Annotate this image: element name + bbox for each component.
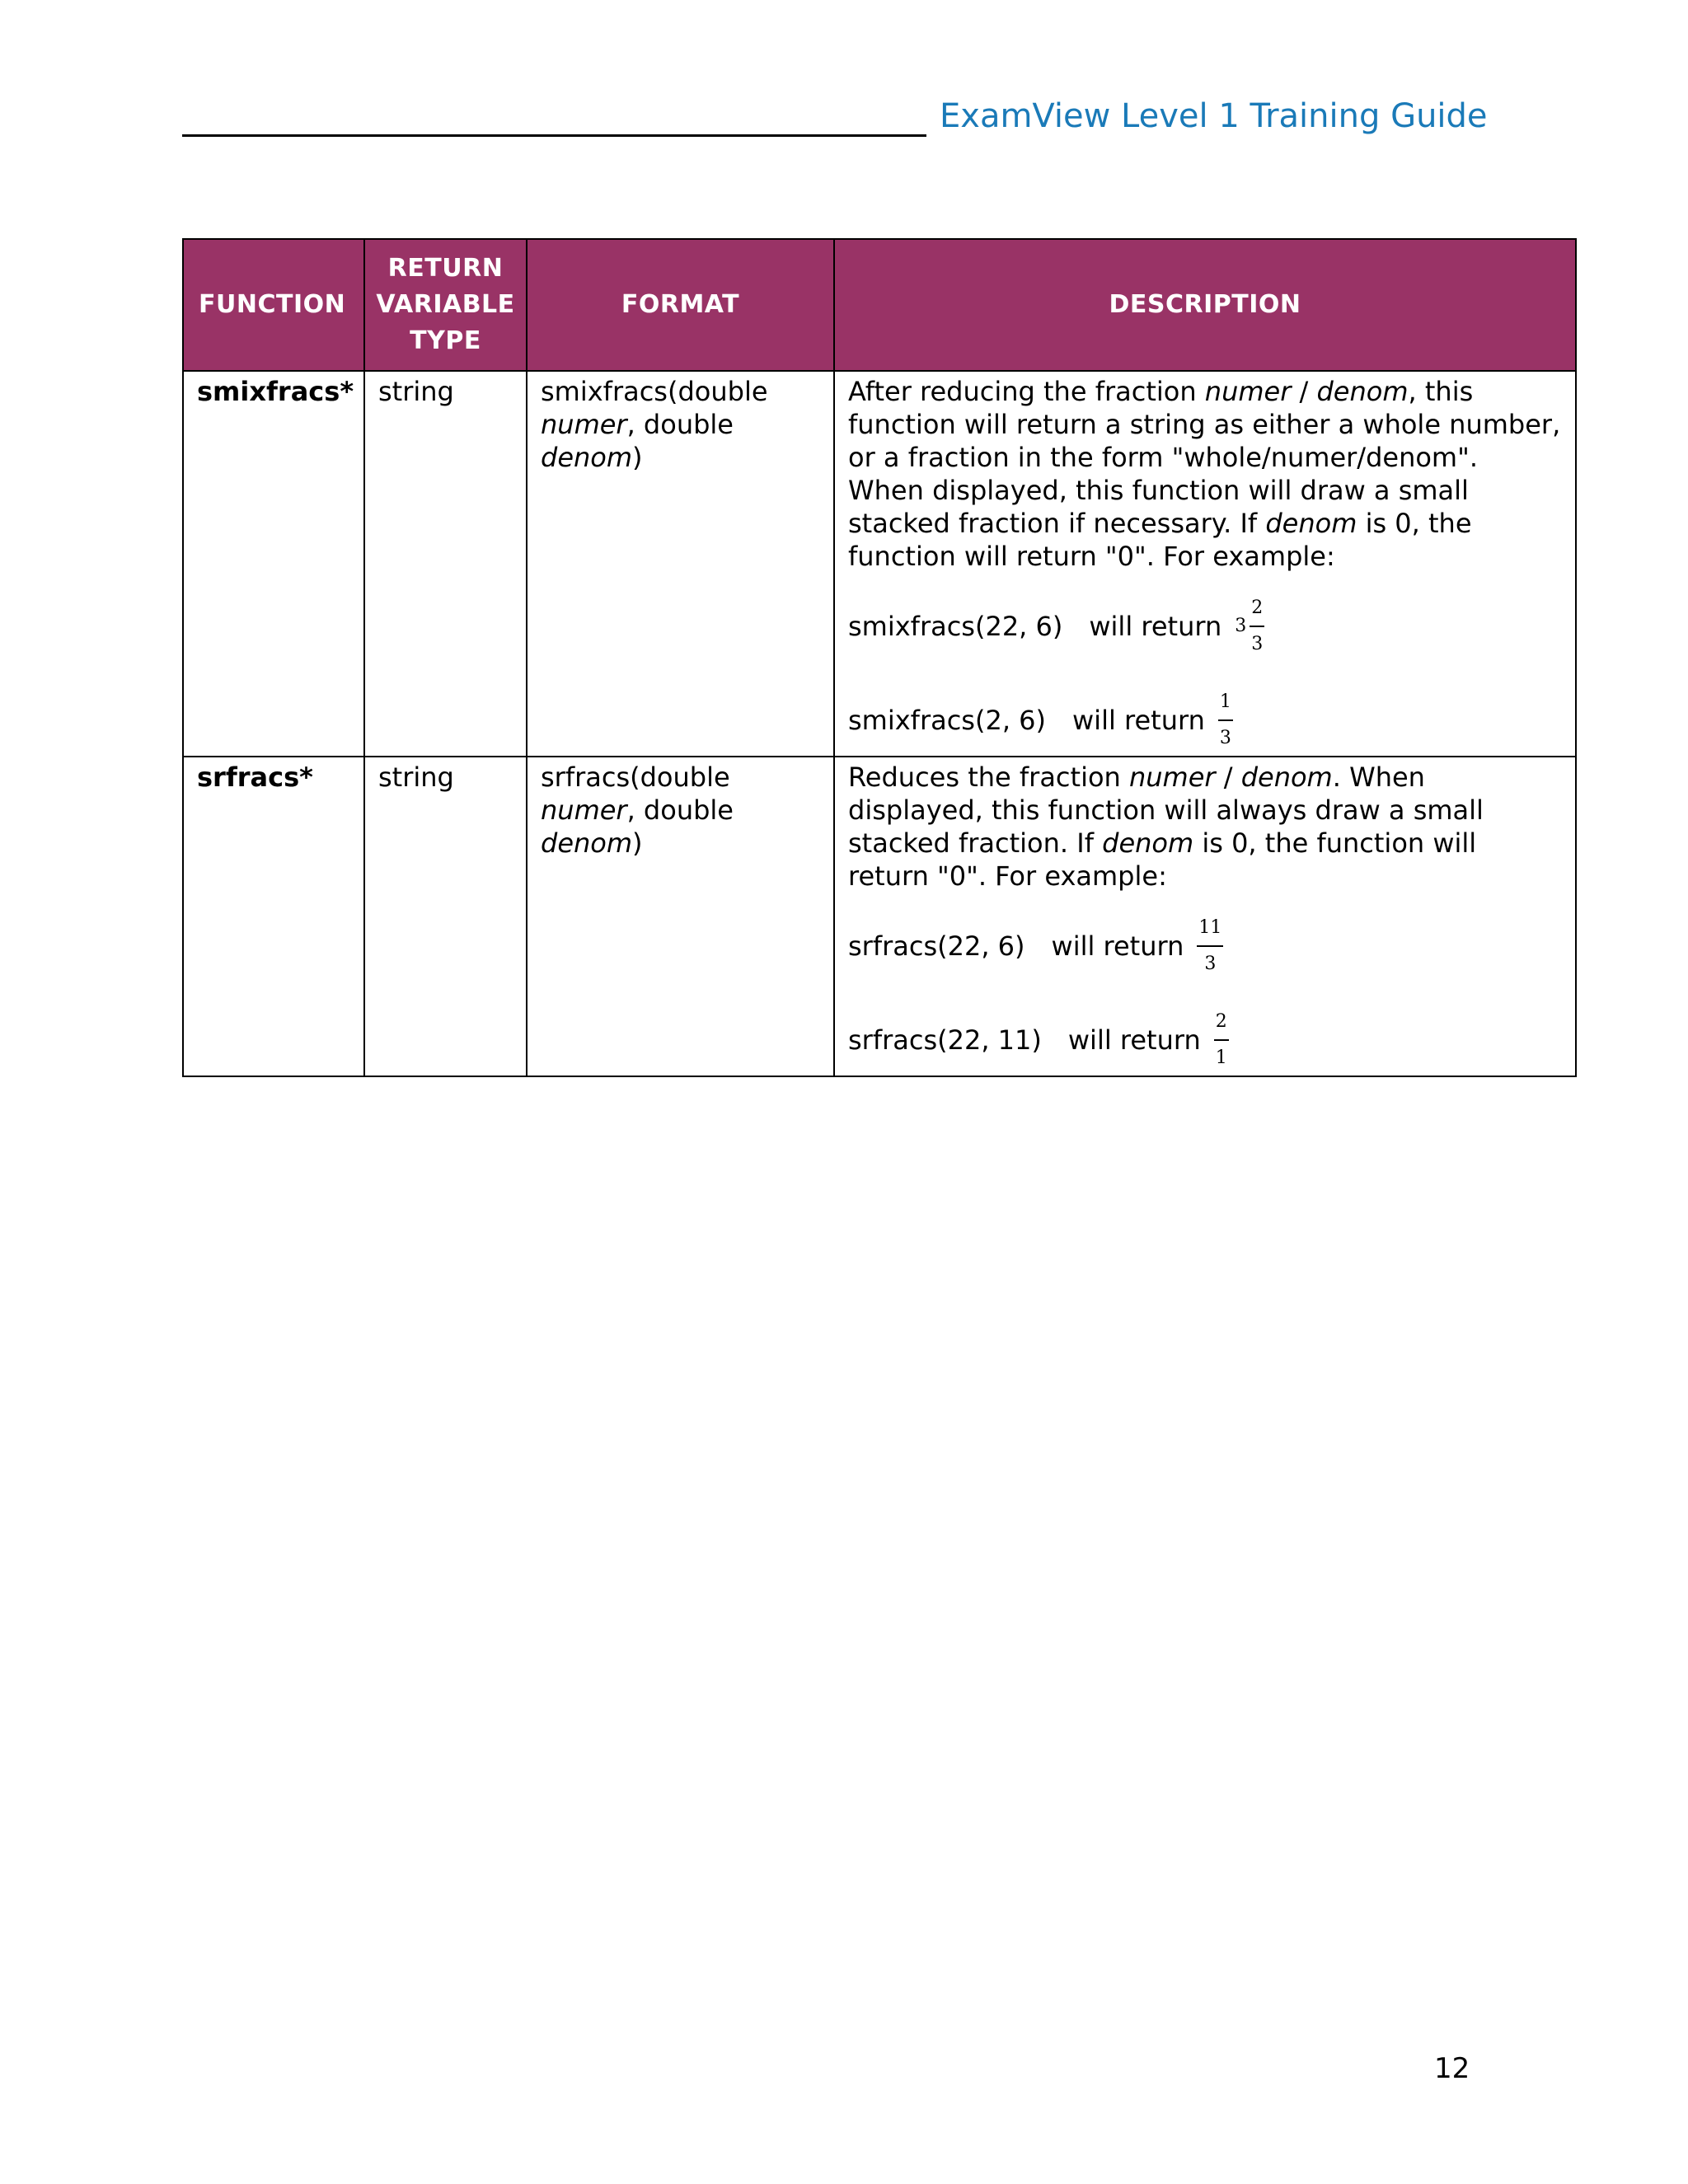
fraction-denominator: 3	[1204, 954, 1217, 974]
document-title: ExamView Level 1 Training Guide	[940, 97, 1488, 135]
fraction-numerator: 2	[1251, 598, 1264, 618]
stacked-fraction	[1250, 598, 1264, 655]
column-header-return-type	[364, 239, 527, 371]
format-cell	[527, 371, 834, 757]
function-name: srfracs*	[197, 762, 313, 793]
format-cell	[527, 757, 834, 1076]
description-text	[848, 761, 1562, 893]
example-verb: will return	[1089, 611, 1222, 642]
column-header-return-line2: VARIABLE	[376, 290, 515, 319]
description-italic: numer	[1204, 376, 1292, 407]
fraction-denominator: 3	[1251, 634, 1264, 654]
format-arg: denom	[541, 827, 633, 859]
stacked-fraction-wrap	[1214, 1011, 1229, 1069]
example-call: smixfracs(2, 6)	[848, 705, 1046, 736]
format-arg: numer	[541, 409, 627, 440]
stacked-fraction-wrap	[1218, 691, 1233, 749]
description-italic: denom	[1102, 827, 1194, 859]
return-type-cell	[364, 757, 527, 1076]
table-header-row	[183, 239, 1576, 371]
example-verb: will return	[1072, 705, 1205, 736]
return-type-cell	[364, 371, 527, 757]
fraction-denominator: 3	[1219, 728, 1231, 748]
description-span: . When displayed, this function will always draw a small stacked fraction. If	[848, 762, 1484, 859]
format-text: )	[632, 827, 643, 859]
function-table	[182, 238, 1577, 1077]
description-span: /	[1215, 762, 1241, 793]
example-call: srfracs(22, 11)	[848, 1024, 1042, 1056]
mixed-fraction	[1235, 598, 1264, 655]
stacked-fraction	[1218, 691, 1233, 749]
description-span: , this function will return a string as either a whole number, or a fraction in the form "whole/numer/denom". When displayed, this function will draw a small stacked fraction if necessary. If	[848, 376, 1561, 539]
description-span: Reduces the fraction	[848, 762, 1129, 793]
format-text: )	[632, 442, 643, 473]
description-italic: numer	[1128, 762, 1216, 793]
table-row	[183, 371, 1576, 757]
example-call: smixfracs(22, 6)	[848, 611, 1063, 642]
description-italic: denom	[1240, 762, 1333, 793]
example-line	[848, 1005, 1562, 1076]
fraction-numerator: 1	[1219, 691, 1231, 712]
fraction-numerator: 11	[1198, 917, 1222, 938]
format-text: srfracs(double	[541, 762, 730, 793]
description-span: /	[1291, 376, 1317, 407]
description-cell	[834, 757, 1576, 1076]
stacked-fraction-wrap	[1197, 917, 1223, 975]
function-name-cell	[183, 371, 364, 757]
table-row	[183, 757, 1576, 1076]
column-header-description: DESCRIPTION	[834, 239, 1576, 371]
function-name-cell	[183, 757, 364, 1076]
column-header-return-line1: RETURN	[387, 254, 504, 283]
format-text: , double	[626, 409, 734, 440]
stacked-fraction	[1214, 1011, 1229, 1069]
page-number: 12	[1434, 2052, 1470, 2085]
description-span: is 0, the function will return "0". For example:	[848, 508, 1472, 572]
format-arg: denom	[541, 442, 633, 473]
example-line	[848, 685, 1562, 756]
description-italic: denom	[1316, 376, 1409, 407]
fraction-numerator: 2	[1215, 1011, 1227, 1032]
description-span: After reducing the fraction	[848, 376, 1205, 407]
example-call: srfracs(22, 6)	[848, 930, 1025, 962]
format-text: smixfracs(double	[541, 376, 768, 407]
description-italic: denom	[1265, 508, 1357, 539]
example-line	[848, 591, 1562, 662]
format-text: , double	[626, 794, 734, 826]
description-span: is 0, the function will return "0". For example:	[848, 827, 1477, 892]
example-verb: will return	[1051, 930, 1184, 962]
example-line	[848, 911, 1562, 982]
example-verb: will return	[1067, 1024, 1201, 1056]
description-cell	[834, 371, 1576, 757]
column-header-return-line3: TYPE	[410, 326, 481, 355]
return-type: string	[378, 376, 454, 407]
column-header-format: FORMAT	[527, 239, 834, 371]
function-name: smixfracs*	[197, 376, 354, 407]
column-header-function: FUNCTION	[183, 239, 364, 371]
fraction-denominator: 1	[1215, 1047, 1227, 1068]
description-text	[848, 375, 1562, 573]
fraction-whole: 3	[1235, 616, 1247, 636]
return-type: string	[378, 762, 454, 793]
format-arg: numer	[541, 794, 627, 826]
header-rule	[182, 134, 926, 137]
stacked-fraction	[1197, 917, 1223, 975]
